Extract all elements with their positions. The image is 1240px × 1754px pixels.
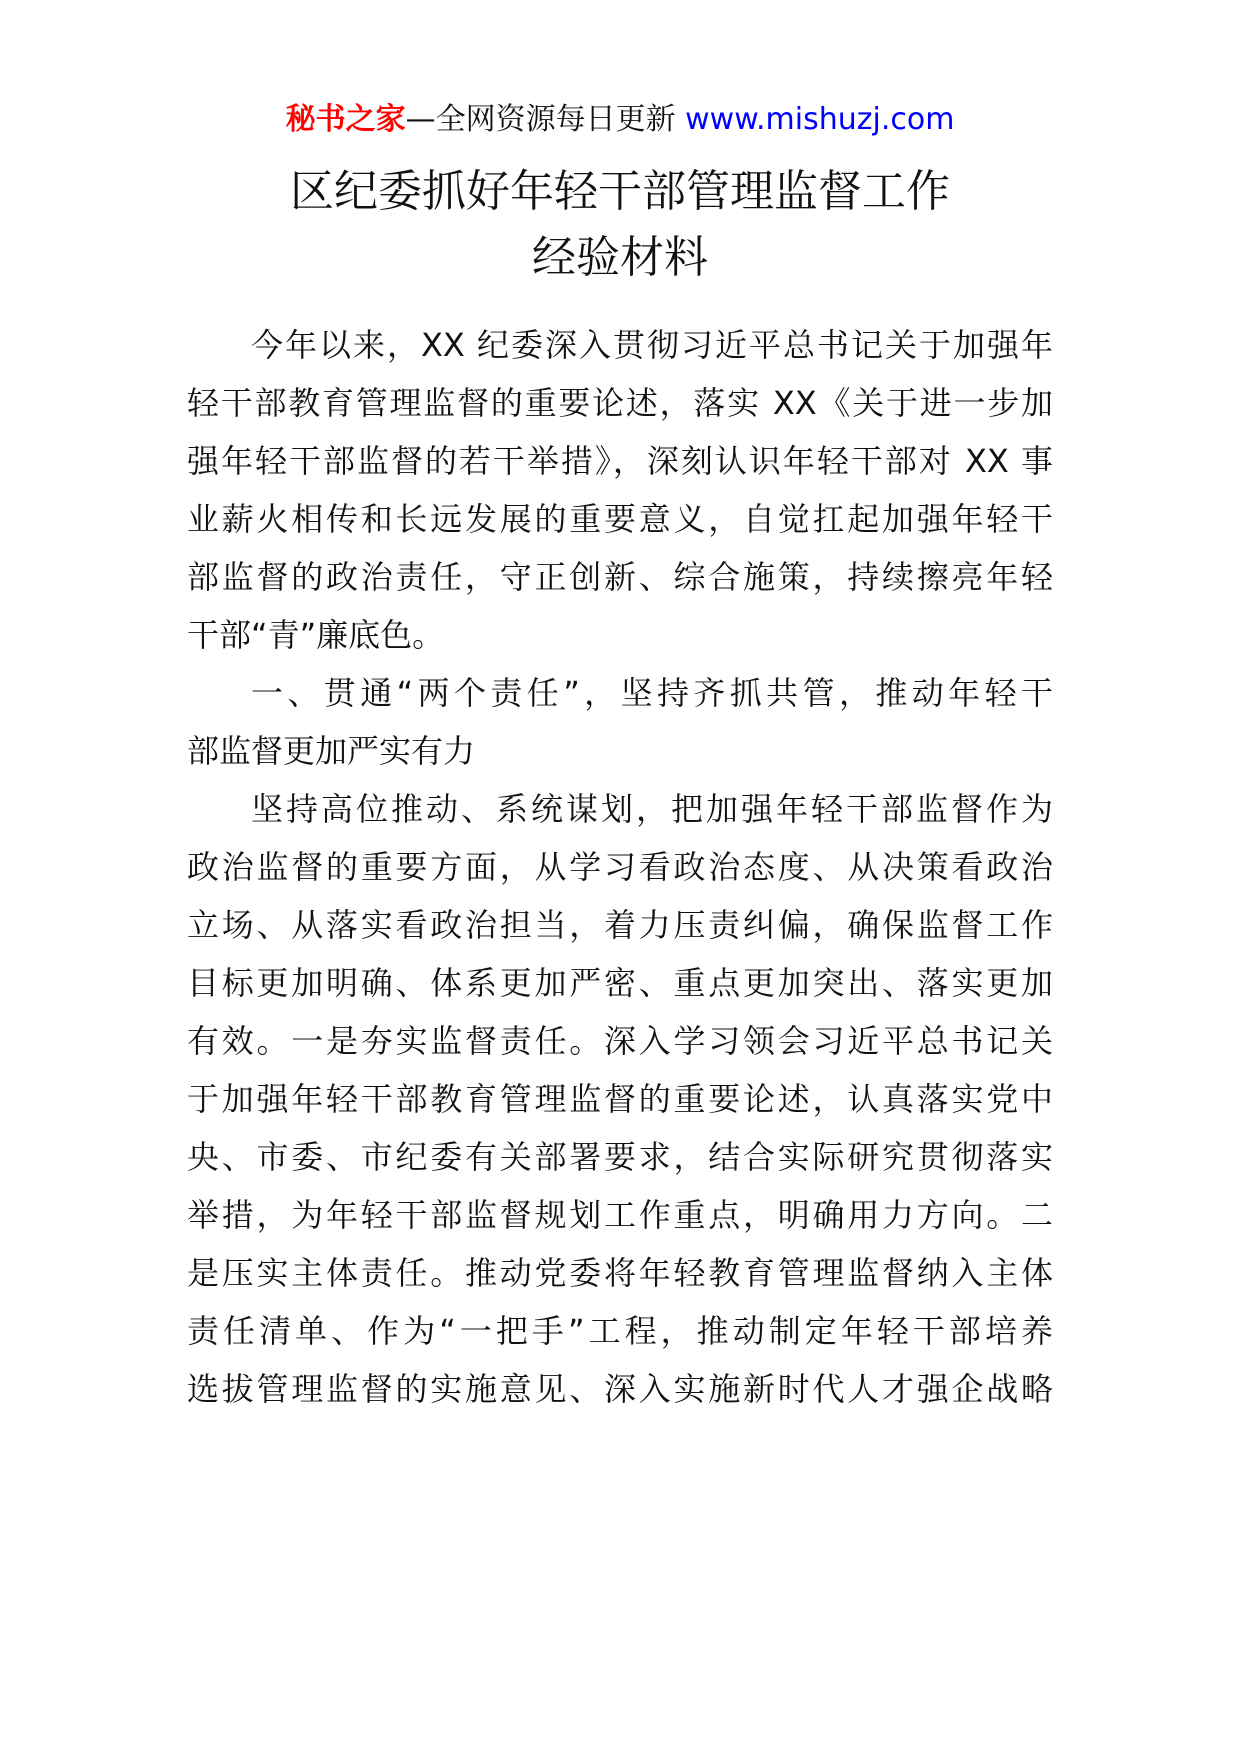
section-heading-1-line: 部监督更加严实有力 — [187, 732, 476, 770]
paragraph-2-line: 立场、从落实看政治担当，着力压责纠偏，确保监督工作 — [187, 906, 1053, 944]
paragraph-2-line: 是压实主体责任。推动党委将年轻教育管理监督纳入主体 — [187, 1254, 1053, 1292]
brand-name: 秘书之家 — [285, 102, 406, 137]
paragraph-2-line: 于加强年轻干部教育管理监督的重要论述，认真落实党中 — [187, 1080, 1053, 1118]
section-heading-1-line: 一、贯通“两个责任”，坚持齐抓共管，推动年轻干 — [251, 674, 1053, 712]
paragraph-1-line: 部监督的政治责任，守正创新、综合施策，持续擦亮年轻 — [187, 558, 1053, 596]
paragraph-1-line: 今年以来，XX 纪委深入贯彻习近平总书记关于加强年 — [251, 326, 1053, 364]
paragraph-2-line: 责任清单、作为“一把手”工程，推动制定年轻干部培养 — [187, 1312, 1053, 1350]
paragraph-2-line: 政治监督的重要方面，从学习看政治态度、从决策看政治 — [187, 848, 1053, 886]
site-url: www.mishuzj.com — [685, 102, 955, 137]
header-slogan: —全网资源每日更新 — [405, 102, 686, 137]
paragraph-2-line: 选拔管理监督的实施意见、深入实施新时代人才强企战略 — [187, 1370, 1053, 1408]
paragraph-2-line: 坚持高位推动、系统谋划，把加强年轻干部监督作为 — [251, 790, 1053, 828]
document-title-line-2: 经验材料 — [532, 232, 708, 283]
paragraph-1-line: 干部“青”廉底色。 — [187, 616, 445, 654]
paragraph-2-line: 央、市委、市纪委有关部署要求，结合实际研究贯彻落实 — [187, 1138, 1053, 1176]
site-header — [0, 100, 1240, 140]
paragraph-2-line: 目标更加明确、体系更加严密、重点更加突出、落实更加 — [187, 964, 1053, 1002]
paragraph-1-line: 业薪火相传和长远发展的重要意义，自觉扛起加强年轻干 — [187, 500, 1053, 538]
paragraph-2-line: 举措，为年轻干部监督规划工作重点，明确用力方向。二 — [187, 1196, 1053, 1234]
paragraph-2-line: 有效。一是夯实监督责任。深入学习领会习近平总书记关 — [187, 1022, 1053, 1060]
paragraph-1-line: 强年轻干部监督的若干举措》，深刻认识年轻干部对 XX 事 — [187, 442, 1053, 480]
document-title-line-1: 区纪委抓好年轻干部管理监督工作 — [290, 166, 950, 217]
paragraph-1-line: 轻干部教育管理监督的重要论述，落实 XX《关于进一步加 — [187, 384, 1053, 422]
